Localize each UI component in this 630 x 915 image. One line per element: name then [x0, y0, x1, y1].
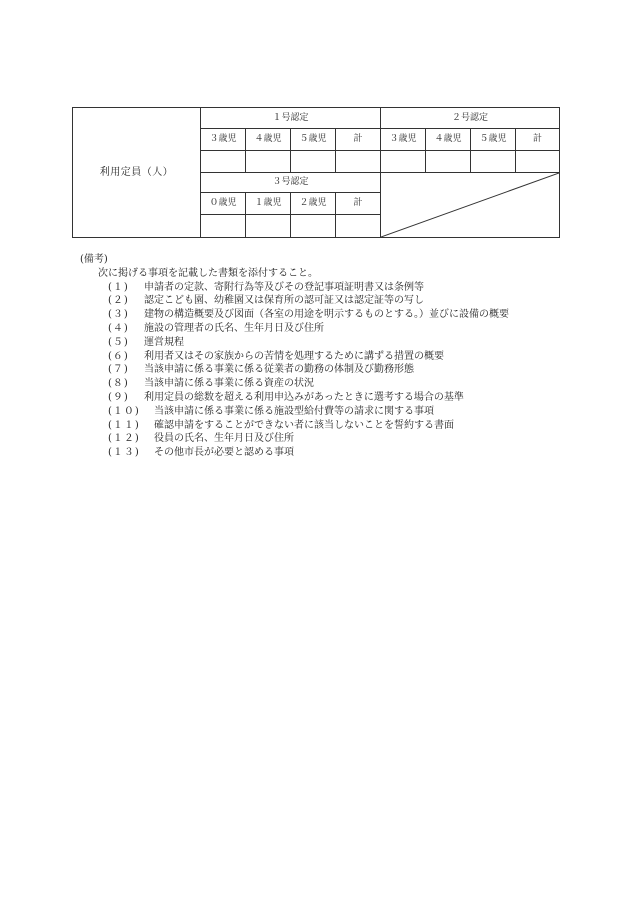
item-number: (９) [108, 391, 129, 403]
cert1-col-total: 計 [336, 129, 381, 151]
cert3-value-age0[interactable] [201, 215, 246, 238]
list-item [108, 405, 580, 419]
item-number: (１１) [108, 419, 140, 431]
item-number: (３) [108, 309, 129, 321]
cert1-value-age4[interactable] [246, 151, 291, 173]
cert2-col-age4: ４歳児 [426, 129, 471, 151]
item-number: (７) [108, 364, 129, 376]
cert2-value-age3[interactable] [381, 151, 426, 173]
list-item [108, 419, 580, 433]
list-item [108, 308, 580, 322]
cert3-col-age1: １歳児 [246, 193, 291, 215]
capacity-table-wrapper [72, 107, 559, 237]
item-text: 当該申請に係る事業に係る資産の状況 [144, 378, 314, 390]
item-number: (１) [108, 281, 129, 293]
remarks-heading: (備考) [80, 254, 108, 265]
cert2-value-age5[interactable] [471, 151, 516, 173]
cert2-col-age3: ３歳児 [381, 129, 426, 151]
cert1-title: １号認定 [201, 108, 381, 129]
item-text: 当該申請に係る事業に係る従業者の勤務の体制及び勤務形態 [144, 364, 414, 376]
cert3-col-total: 計 [336, 193, 381, 215]
item-number: (５) [108, 336, 129, 348]
item-text: 申請者の定款、寄附行為等及びその登記事項証明書又は条例等 [144, 281, 424, 293]
item-number: (２) [108, 295, 129, 307]
list-item [108, 336, 580, 350]
item-number: (４) [108, 322, 129, 334]
cert3-value-total[interactable] [336, 215, 381, 238]
diagonal-blank-cell [381, 173, 560, 238]
list-item [108, 281, 580, 295]
remarks-intro: 次に掲げる事項を記載した書類を添付すること。 [98, 267, 318, 279]
item-number: (１２) [108, 433, 140, 445]
cert1-value-total[interactable] [336, 151, 381, 173]
cert3-value-age2[interactable] [291, 215, 336, 238]
cert3-value-age1[interactable] [246, 215, 291, 238]
cert2-value-age4[interactable] [426, 151, 471, 173]
item-text: 利用者又はその家族からの苦情を処理するために講ずる措置の概要 [144, 350, 444, 362]
item-text: 当該申請に係る事業に係る施設型給付費等の請求に関する事項 [154, 405, 434, 417]
item-text: その他市長が必要と認める事項 [154, 447, 294, 459]
cert1-value-age5[interactable] [291, 151, 336, 173]
row-label-capacity: 利用定員（人） [73, 108, 201, 238]
item-text: 建物の構造概要及び図面（各室の用途を明示するものとする。）並びに設備の概要 [144, 309, 509, 321]
cert1-col-age4: ４歳児 [246, 129, 291, 151]
cert1-col-age5: ５歳児 [291, 129, 336, 151]
diagonal-line [381, 173, 559, 237]
list-item [108, 363, 580, 377]
list-item [108, 294, 580, 308]
item-number: (１３) [108, 447, 140, 459]
cert1-value-age3[interactable] [201, 151, 246, 173]
list-item [108, 446, 580, 460]
item-text: 利用定員の総数を超える利用申込みがあったときに選考する場合の基準 [144, 391, 464, 403]
capacity-table [72, 107, 560, 238]
item-text: 確認申請をすることができない者に該当しないことを誓約する書面 [154, 419, 454, 431]
cert1-col-age3: ３歳児 [201, 129, 246, 151]
item-text: 役員の氏名、生年月日及び住所 [154, 433, 294, 445]
list-item [108, 322, 580, 336]
item-number: (８) [108, 378, 129, 390]
cert3-col-age2: ２歳児 [291, 193, 336, 215]
list-item [108, 391, 580, 405]
list-item [108, 432, 580, 446]
item-text: 認定こども園、幼稚園又は保育所の認可証又は認定証等の写し [144, 295, 424, 307]
item-text: 運営規程 [144, 336, 184, 348]
remarks-section [80, 253, 580, 460]
cert3-col-age0: ０歳児 [201, 193, 246, 215]
item-text: 施設の管理者の氏名、生年月日及び住所 [144, 322, 324, 334]
list-item [108, 350, 580, 364]
cert2-col-age5: ５歳児 [471, 129, 516, 151]
list-item [108, 377, 580, 391]
cert2-title: ２号認定 [381, 108, 560, 129]
cert2-col-total: 計 [516, 129, 560, 151]
cert2-value-total[interactable] [516, 151, 560, 173]
cert3-title: ３号認定 [201, 173, 381, 193]
item-number: (１０) [108, 405, 140, 417]
item-number: (６) [108, 350, 129, 362]
